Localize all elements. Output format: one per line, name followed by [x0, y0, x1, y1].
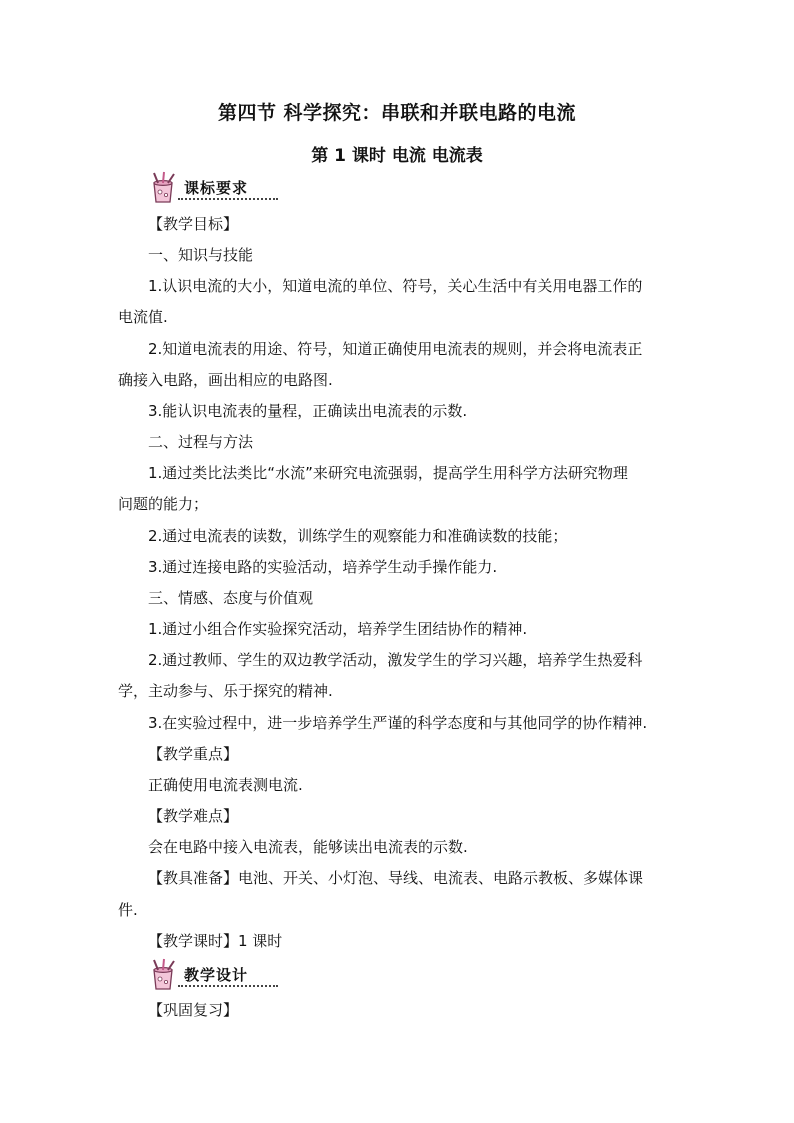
- section-underline: [178, 985, 278, 987]
- text-line: 2.知道电流表的用途、符号，知道正确使用电流表的规则，并会将电流表正: [148, 340, 643, 358]
- text-line: 1.通过类比法类比“水流”来研究电流强弱，提高学生用科学方法研究物理: [148, 464, 628, 482]
- heading-teaching-goals: 【教学目标】: [148, 215, 239, 233]
- section-underline: [178, 198, 278, 200]
- section-label-design: 教学设计: [184, 966, 249, 984]
- text-line: 二、过程与方法: [148, 433, 254, 451]
- text-line: 【教具准备】电池、开关、小灯泡、导线、电流表、电路示教板、多媒体课: [148, 869, 644, 887]
- text-line: 3.在实验过程中，进一步培养学生严谨的科学态度和与其他同学的协作精神.: [148, 714, 648, 732]
- section-header-requirements: [148, 171, 278, 205]
- text-line: 三、情感、态度与价值观: [148, 589, 314, 607]
- text-line: 件.: [118, 901, 138, 919]
- text-line: 问题的能力；: [118, 495, 209, 513]
- text-line: 1.通过小组合作实验探究活动，培养学生团结协作的精神.: [148, 620, 528, 638]
- text-line: 电流值.: [118, 308, 168, 326]
- text-line: 3.通过连接电路的实验活动，培养学生动手操作能力.: [148, 558, 498, 576]
- heading-review: 【巩固复习】: [148, 1001, 239, 1019]
- page-title: 第四节 科学探究：串联和并联电路的电流: [217, 102, 577, 124]
- page-subtitle: 第 1 课时 电流 电流表: [311, 146, 483, 166]
- section-header-design: [148, 958, 278, 992]
- text-line: 会在电路中接入电流表，能够读出电流表的示数.: [148, 838, 468, 856]
- text-line: 一、知识与技能: [148, 246, 254, 264]
- text-line: 正确使用电流表测电流.: [148, 776, 303, 794]
- text-line: 2.通过电流表的读数，训练学生的观察能力和准确读数的技能；: [148, 527, 568, 545]
- text-line: 1.认识电流的大小，知道电流的单位、符号，关心生活中有关用电器工作的: [148, 277, 643, 295]
- section-label-requirements: 课标要求: [184, 179, 249, 197]
- text-line: 3.能认识电流表的量程，正确读出电流表的示数.: [148, 402, 468, 420]
- text-line: 确接入电路，画出相应的电路图.: [118, 371, 333, 389]
- text-line: 学，主动参与、乐于探究的精神.: [118, 682, 333, 700]
- heading-key-points: 【教学重点】: [148, 745, 239, 763]
- heading-lesson-hours: 【教学课时】1 课时: [148, 932, 283, 950]
- heading-difficulties: 【教学难点】: [148, 807, 239, 825]
- text-line: 2.通过教师、学生的双边教学活动，激发学生的学习兴趣，培养学生热爱科: [148, 651, 643, 669]
